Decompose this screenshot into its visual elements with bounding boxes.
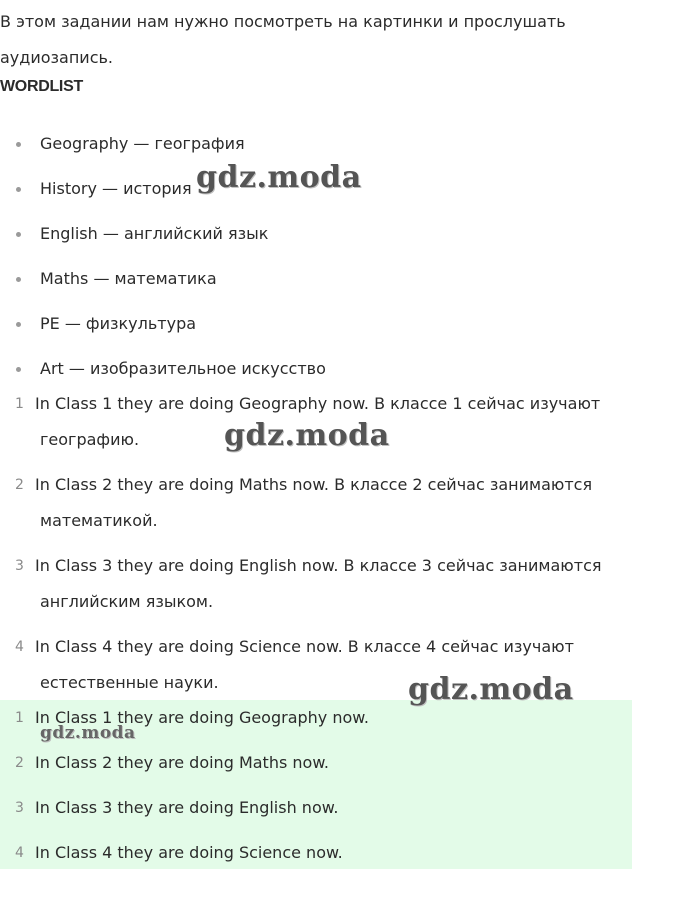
wordlist-item: History — история (0, 171, 326, 216)
answer-line: In Class 1 they are doing Geography now. В классе 1 сейчас изучают (35, 394, 601, 413)
answer-number: 3 (15, 558, 24, 574)
wordlist-item: Maths — математика (0, 261, 326, 306)
highlighted-text: In Class 3 they are doing English now. (35, 798, 339, 817)
answer-line: In Class 3 they are doing English now. В классе 3 сейчас занимаются (35, 556, 602, 575)
watermark-logo: gdz.moda (40, 723, 136, 743)
answer-line-cont: английским языком. (40, 592, 214, 611)
wordlist-item: Geography — география (0, 126, 326, 171)
answer-item (0, 467, 640, 548)
highlighted-number: 4 (15, 845, 24, 861)
watermark-logo: gdz.moda (408, 672, 574, 707)
answer-line-cont: математикой. (40, 511, 158, 530)
answer-line-cont: естественные науки. (40, 673, 219, 692)
bullet-icon (16, 322, 21, 327)
highlighted-item (0, 745, 369, 790)
wordlist-item: Art — изобразительное искусство (0, 351, 326, 396)
highlighted-text: In Class 4 they are doing Science now. (35, 843, 343, 862)
answer-number: 2 (15, 477, 24, 493)
highlighted-item (0, 790, 369, 835)
bullet-icon (16, 142, 21, 147)
answer-number: 4 (15, 639, 24, 655)
answer-line: In Class 4 they are doing Science now. В классе 4 сейчас изучают (35, 637, 574, 656)
highlighted-number: 2 (15, 755, 24, 771)
bullet-icon (16, 187, 21, 192)
highlighted-number: 3 (15, 800, 24, 816)
answer-number: 1 (15, 396, 24, 412)
answer-line-cont: географию. (40, 430, 140, 449)
highlighted-text: In Class 1 they are doing Geography now. (35, 708, 369, 727)
bullet-icon (16, 367, 21, 372)
answer-item (0, 548, 640, 629)
highlighted-text: In Class 2 they are doing Maths now. (35, 753, 330, 772)
bullet-icon (16, 277, 21, 282)
intro-paragraph: В этом задании нам нужно посмотреть на картинки и прослушать аудиозапись. (0, 12, 566, 67)
watermark-logo: gdz.moda (224, 418, 390, 453)
wordlist-item: PE — физкультура (0, 306, 326, 351)
highlighted-number: 1 (15, 710, 24, 726)
wordlist-item: English — английский язык (0, 216, 326, 261)
answer-line: In Class 2 they are doing Maths now. В классе 2 сейчас занимаются (35, 475, 593, 494)
wordlist-heading: WORDLIST (0, 78, 83, 95)
watermark-logo: gdz.moda (196, 160, 362, 195)
bullet-icon (16, 232, 21, 237)
highlighted-item (0, 835, 369, 880)
